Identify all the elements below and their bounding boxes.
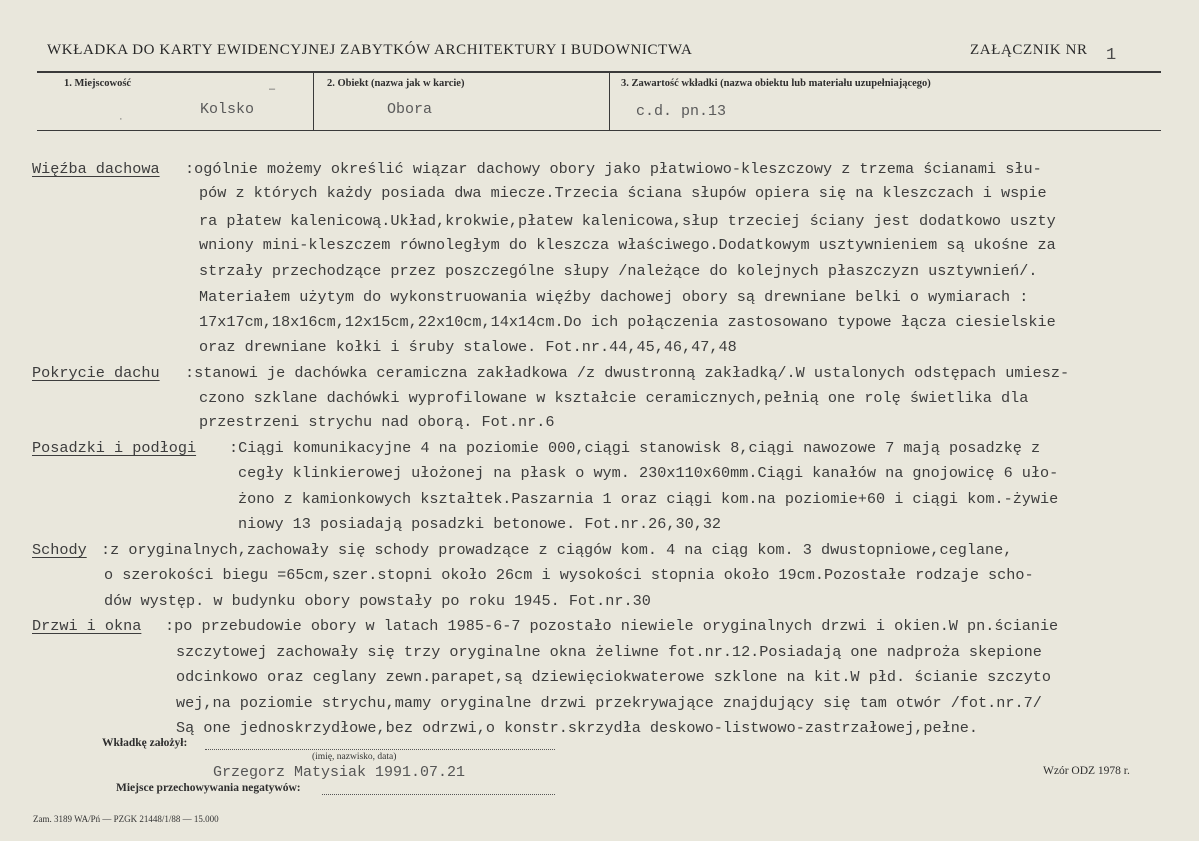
text-line: żono z kamionkowych kształtek.Paszarnia 1 oraz ciągi kom.na poziomie+60 i ciągi kom.-żywie [238,490,1059,508]
stray-mark: – [269,83,276,95]
annex-number: 1 [1106,46,1117,65]
text-line: :ogólnie możemy określić wiązar dachowy obory jako płatwiowo-kleszczowy z trzema ścianami słu- [185,160,1042,178]
text-line: cegły klinkierowej ułożonej na płask o wym. 230x110x60mm.Ciągi kanałów na gnojowicę 6 uło- [238,464,1059,482]
stray-mark: · [119,113,123,125]
founder-label: Wkładkę założył: [102,737,188,749]
text-line: :Ciągi komunikacyjne 4 na poziomie 000,ciągi stanowisk 8,ciągi nawozowe 7 mają posadzkę z [229,439,1041,457]
object-label: 2. Obiekt (nazwa jak w karcie) [327,78,465,89]
text-line: oraz drewniane kołki i śruby stalowe. Fot.nr.44,45,46,47,48 [199,338,737,356]
content-label: 3. Zawartość wkładki (nazwa obiektu lub materiału uzupełniającego) [621,78,931,89]
text-line: Są one jednoskrzydłowe,bez odrzwi,o konstr.skrzydła deskowo-listwowo-zastrzałowej,pełne. [176,719,979,737]
text-line: :po przebudowie obory w latach 1985-6-7 pozostało niewiele oryginalnych drzwi i okien.W pn.ścianie [165,617,1059,635]
form-title: WKŁADKA DO KARTY EWIDENCYJNEJ ZABYTKÓW ARCHITEKTURY I BUDOWNICTWA [47,42,693,58]
print-info: Zam. 3189 WA/Pń — PZGK 21448/1/88 — 15.000 [33,814,219,824]
place-value: Kolsko [200,101,255,118]
negatives-label: Miejsce przechowywania negatywów: [116,782,301,794]
section-title-stairs: Schody [32,541,87,559]
founder-signature: Grzegorz Matysiak 1991.07.21 [213,764,466,781]
section-title-floors: Posadzki i podłogi [32,439,197,457]
annex-label: ZAŁĄCZNIK NR [970,42,1088,58]
fields-rule [37,130,1161,131]
text-line: ra płatew kalenicową.Układ,krokwie,płatew kalenicowa,słup trzeciej ściany jest dodatkowo uszty [199,212,1056,230]
text-line: przestrzeni strychu nad oborą. Fot.nr.6 [199,413,555,431]
place-label: 1. Miejscowość [64,78,132,89]
section-title-doors-windows: Drzwi i okna [32,617,142,635]
founder-hint: (imię, nazwisko, data) [312,752,397,762]
text-line: Materiałem użytym do wykonstruowania więźby dachowej obory są drewniane belki o wymiarach : [199,288,1029,306]
section-title-roof-truss: Więźba dachowa [32,160,160,178]
text-line: odcinkowo oraz ceglany zewn.parapet,są dziewięciokwaterowe szklone na kit.W płd. ścianie szczyto [176,668,1051,686]
text-line: dów występ. w budynku obory powstały po roku 1945. Fot.nr.30 [104,592,651,610]
content-value: c.d. pn.13 [636,103,727,120]
text-line: czono szklane dachówki wyprofilowane w kształcie ceramicznych,pełnią one rolę świetlika dla [199,389,1029,407]
header-rule [37,71,1161,73]
object-value: Obora [387,101,433,118]
text-line: niowy 13 posiadają posadzki betonowe. Fot.nr.26,30,32 [238,515,722,533]
text-line: 17x17cm,18x16cm,12x15cm,22x10cm,14x14cm.Do ich połączenia zastosowano typowe łącza ciesielskie [199,313,1056,331]
text-line: o szerokości biegu =65cm,szer.stopni około 26cm i wysokości stopnia około 19cm.Pozostałe rodzaje scho- [104,566,1034,584]
text-line: pów z których każdy posiada dwa miecze.Trzecia ściana słupów opiera się na kleszczach i wspie [199,184,1047,202]
text-line: wej,na poziomie strychu,mamy oryginalne drzwi przekrywające znajdujący się tam otwór /fot.nr.7/ [176,694,1042,712]
founder-dotted-line [205,749,555,750]
field-divider [313,72,314,130]
text-line: strzały przechodzące przez poszczególne słupy /należące do kolejnych płaszczyzn usztywnień/. [199,262,1038,280]
negatives-dotted-line [322,794,555,795]
text-line: wniony mini-kleszczem równoległym do kleszcza właściwego.Dodatkowym usztywnieniem są ukośne za [199,236,1056,254]
text-line: :stanowi je dachówka ceramiczna zakładkowa /z dwustronną zakładką/.W ustalonych odstępach umiesz- [185,364,1070,382]
form-model: Wzór ODZ 1978 r. [1043,765,1130,777]
section-title-roofing: Pokrycie dachu [32,364,160,382]
text-line: szczytowej zachowały się trzy oryginalne okna żeliwne fot.nr.12.Posiadają one nadproża skepione [176,643,1042,661]
field-divider [609,72,610,130]
text-line: :z oryginalnych,zachowały się schody prowadzące z ciągów kom. 4 na ciąg kom. 3 dwustopniowe,ceglane, [101,541,1013,559]
